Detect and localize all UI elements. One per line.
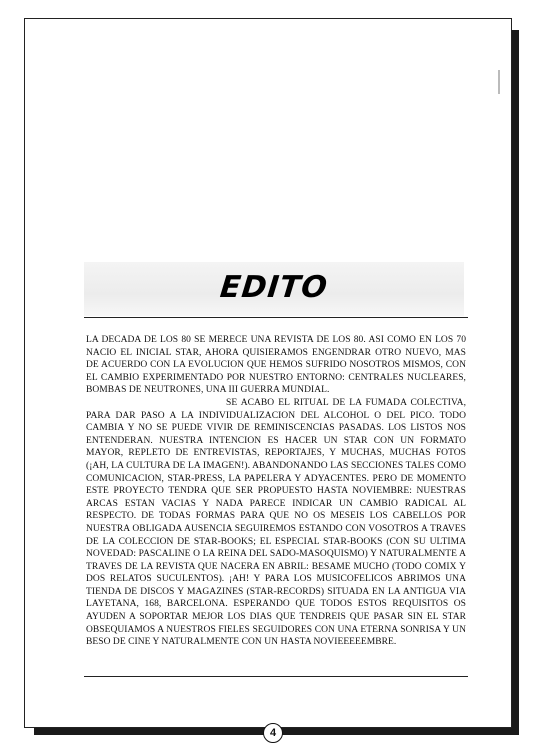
article-paragraph-2: SE ACABO EL RITUAL DE LA FUMADA COLECTIVA, PARA DAR PASO A LA INDIVIDUALIZACION DEL ALCOHOL O DEL PICO. TODO CAMBIA Y NO SE PUEDE VIVIR DE REMINISCENCIAS PASADAS. LOS LISTOS NOS ENTENDERAN. NUESTRA INTENCION ES HACER UN STAR CON UN FORMATO MAYOR, REPLETO DE ENTREVISTAS, REPORTAJES, Y MUCHAS, MUCHAS FOTOS (¡AH, LA CULTURA DE LA IMAGEN!). ABANDONANDO LAS SECCIONES TALES COMO COMUNICACION, STAR-PRESS, LA PAPELERA Y ADYACENTES. PERO DE MOMENTO ESTE PROYECTO TENDRA QUE SER PROPUESTO HASTA NOVIEMBRE: NUESTRAS ARCAS ESTAN VACIAS Y NADA PARECE INDICAR UN CAMBIO RADICAL AL RESPECTO. DE TODAS FORMAS PARA QUE NO OS MESEIS LOS CABELLOS POR NUESTRA OBLIGADA AUSENCIA SEGUIREMOS ESTANDO CON VOSOTROS A TRAVES DE LA COLECCION DE STAR-BOOKS; EL ESPECIAL STAR-BOOKS (CON SU ULTIMA NOVEDAD: PASCALINE O LA REINA DEL SADO-MASOQUISMO) Y NATURALMENTE A TRAVES DE LA REVISTA QUE NACERA EN ABRIL: BESAME MUCHO (TODO COMIX Y DOS RELATOS SUCULENTOS). ¡AH! Y PARA LOS MUSICOFELICOS ABRIMOS UNA TIENDA DE DISCOS Y MAGAZINES (STAR-RECORDS) SITUADA EN LA ANTIGUA VIA LAYETANA, 168, BARCELONA. ESPERANDO QUE TODOS ESTOS REQUISITOS OS AYUDEN A SOPORTAR MEJOR LOS DIAS QUE TENDREIS QUE PASAR SIN EL STAR OBSEQUIAMOS A NUESTROS FIELES SEGUIDORES CON UNA ETERNA SONRISA Y UN BESO DE CINE Y NATURALMENTE CON UN HASTA NOVIEEEEEMBRE. [86,397,466,648]
top-divider [84,317,468,318]
article-body [86,334,466,649]
page-number-badge: 4 [263,723,283,743]
scan-edge-mark [498,70,500,94]
article-title: EDITO [218,270,330,305]
page-shadow-right [512,30,519,732]
article-paragraph-1: LA DECADA DE LOS 80 SE MERECE UNA REVISTA DE LOS 80. ASI COMO EN LOS 70 NACIO EL INICIAL STAR, AHORA QUISIERAMOS ENGENDRAR OTRO NUEVO, MAS DE ACUERDO CON LA EVOLUCION QUE HEMOS SUFRIDO NOSOTROS MISMOS, CON EL CAMBIO EXPERIMENTADO POR NUESTRO ENTORNO: CENTRALES NUCLEARES, BOMBAS DE NEUTRONES, UNA III GUERRA MUNDIAL. [86,335,466,396]
bottom-divider [84,676,468,677]
